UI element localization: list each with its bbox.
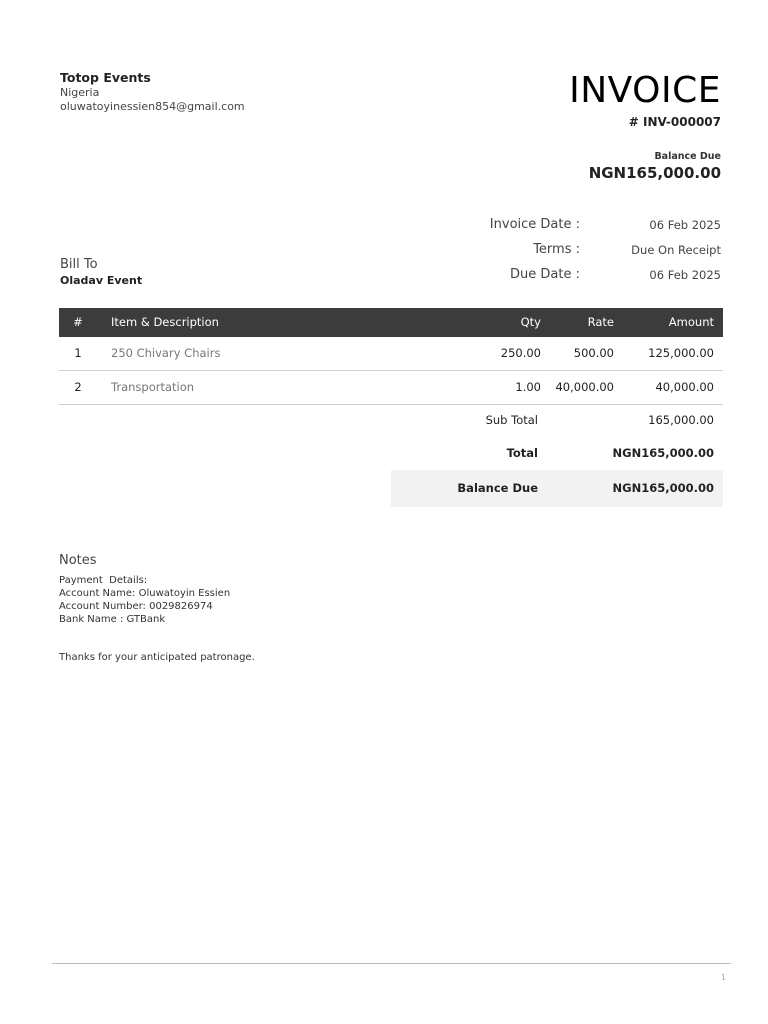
terms-value: Due On Receipt xyxy=(631,243,721,257)
notes-title: Notes xyxy=(59,553,97,568)
bill-to-label: Bill To xyxy=(60,257,98,272)
header-item: Item & Description xyxy=(111,315,219,329)
note-line: Payment Details: xyxy=(59,575,148,586)
company-country: Nigeria xyxy=(60,86,100,99)
page-number: 1 xyxy=(720,973,726,982)
row-amount: 125,000.00 xyxy=(648,346,714,360)
row-rate: 500.00 xyxy=(573,346,614,360)
due-date-label: Due Date : xyxy=(510,267,580,282)
header-amount: Amount xyxy=(668,315,714,329)
invoice-title: INVOICE xyxy=(569,70,721,111)
due-date-value: 06 Feb 2025 xyxy=(649,268,721,282)
row-qty: 1.00 xyxy=(515,380,541,394)
balance-due-label: Balance Due xyxy=(654,151,721,162)
invoice-date-label: Invoice Date : xyxy=(489,217,580,232)
note-line: Account Number: 0029826974 xyxy=(59,601,213,612)
row-qty: 250.00 xyxy=(500,346,541,360)
row-item: Transportation xyxy=(111,380,195,394)
row-item: 250 Chivary Chairs xyxy=(111,346,221,360)
company-email: oluwatoyinessien854@gmail.com xyxy=(60,100,245,113)
row-amount: 40,000.00 xyxy=(655,380,714,394)
bill-to-name: Oladav Event xyxy=(60,274,143,287)
table-row xyxy=(59,371,723,405)
company-name: Totop Events xyxy=(60,70,151,85)
balance-due-amount: NGN165,000.00 xyxy=(588,164,721,182)
items-table xyxy=(59,308,723,495)
summary-balance-value: NGN165,000.00 xyxy=(612,481,714,495)
table-row xyxy=(59,337,723,371)
row-num: 1 xyxy=(74,346,82,360)
thanks-note: Thanks for your anticipated patronage. xyxy=(59,652,255,663)
invoice-date-value: 06 Feb 2025 xyxy=(649,218,721,232)
note-line: Account Name: Oluwatoyin Essien xyxy=(59,588,231,599)
total-value: NGN165,000.00 xyxy=(612,446,714,460)
invoice-number: # INV-000007 xyxy=(628,115,721,129)
terms-label: Terms : xyxy=(533,242,580,257)
summary-balance-label: Balance Due xyxy=(457,481,538,495)
subtotal-label: Sub Total xyxy=(485,413,538,427)
header-rate: Rate xyxy=(587,315,614,329)
total-label: Total xyxy=(506,446,538,460)
row-rate: 40,000.00 xyxy=(555,380,614,394)
note-line: Bank Name : GTBank xyxy=(59,614,166,625)
table-header xyxy=(59,308,723,337)
row-num: 2 xyxy=(74,380,82,394)
header-qty: Qty xyxy=(520,315,541,329)
footer-divider xyxy=(52,963,731,964)
header-num: # xyxy=(73,315,83,329)
subtotal-value: 165,000.00 xyxy=(648,413,714,427)
